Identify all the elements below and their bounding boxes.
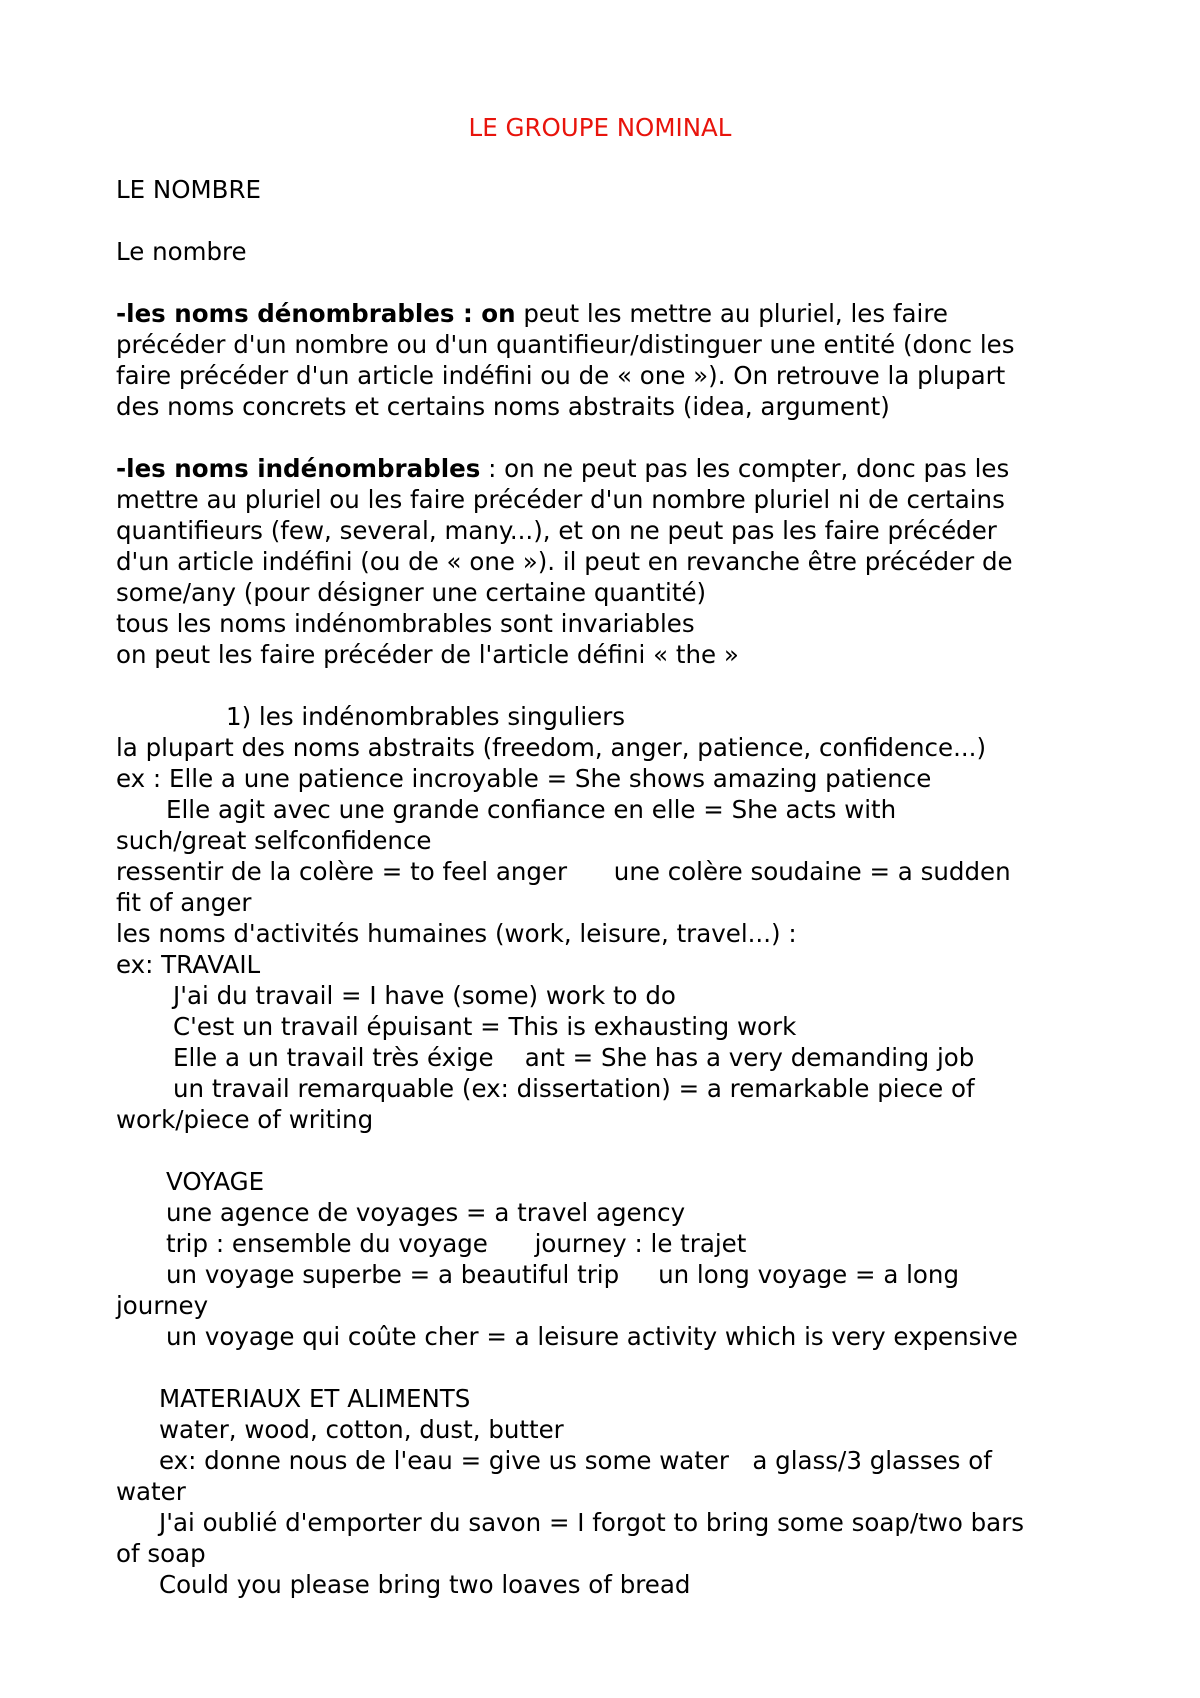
para-uncountable-line: tous les noms indénombrables sont invariables xyxy=(116,609,695,638)
subheading: Le nombre xyxy=(116,237,247,266)
body-line: water, wood, cotton, dust, butter xyxy=(159,1415,564,1444)
para-text: peut les mettre au pluriel, les faire xyxy=(515,299,948,328)
para-uncountable-line: some/any (pour désigner une certaine quantité) xyxy=(116,578,707,607)
para-uncountable-line: quantifieurs (few, several, many...), et on ne peut pas les faire précéder xyxy=(116,516,997,545)
body-line: Elle agit avec une grande confiance en elle = She acts with xyxy=(166,795,897,824)
para-uncountable-line: on peut les faire précéder de l'article défini « the » xyxy=(116,640,739,669)
body-line: ex : Elle a une patience incroyable = She shows amazing patience xyxy=(116,764,932,793)
heading-voyage: VOYAGE xyxy=(166,1167,265,1196)
body-line: un travail remarquable (ex: dissertation) = a remarkable piece of xyxy=(173,1074,975,1103)
para-countable-line: précéder d'un nombre ou d'un quantifieur/distinguer une entité (donc les xyxy=(116,330,1015,359)
section-heading: LE NOMBRE xyxy=(116,175,261,204)
body-line: un voyage superbe = a beautiful trip un long voyage = a long xyxy=(166,1260,959,1289)
document-title: LE GROUPE NOMINAL xyxy=(468,113,732,142)
term-countable: -les noms dénombrables : on xyxy=(116,299,516,328)
heading-materiaux: MATERIAUX ET ALIMENTS xyxy=(159,1384,471,1413)
body-line: Elle a un travail très éxige ant = She has a very demanding job xyxy=(173,1043,975,1072)
body-line: trip : ensemble du voyage journey : le trajet xyxy=(166,1229,747,1258)
body-line: Could you please bring two loaves of bread xyxy=(159,1570,691,1599)
para-uncountable-line: mettre au pluriel ou les faire précéder d'un nombre pluriel ni de certains xyxy=(116,485,1005,514)
body-line: les noms d'activités humaines (work, leisure, travel...) : xyxy=(116,919,797,948)
para-countable-line: des noms concrets et certains noms abstraits (idea, argument) xyxy=(116,392,890,421)
para-countable-line: faire précéder d'un article indéfini ou de « one »). On retrouve la plupart xyxy=(116,361,1006,390)
list-heading-singular: 1) les indénombrables singuliers xyxy=(226,702,626,731)
term-uncountable: -les noms indénombrables xyxy=(116,454,481,483)
body-line: J'ai du travail = I have (some) work to do xyxy=(173,981,676,1010)
para-text: : on ne peut pas les compter, donc pas les xyxy=(480,454,1010,483)
body-line: such/great selfconfidence xyxy=(116,826,432,855)
body-line: of soap xyxy=(116,1539,206,1568)
body-line: fit of anger xyxy=(116,888,252,917)
body-line: journey xyxy=(116,1291,209,1320)
body-line: ex: donne nous de l'eau = give us some water a glass/3 glasses of xyxy=(159,1446,992,1475)
body-line: un voyage qui coûte cher = a leisure activity which is very expensive xyxy=(166,1322,1018,1351)
para-uncountable-line xyxy=(116,454,1009,484)
para-uncountable-line: d'un article indéfini (ou de « one »). il peut en revanche être précéder de xyxy=(116,547,1013,576)
body-line: J'ai oublié d'emporter du savon = I forgot to bring some soap/two bars xyxy=(159,1508,1025,1537)
body-line: work/piece of writing xyxy=(116,1105,374,1134)
body-line: C'est un travail épuisant = This is exhausting work xyxy=(173,1012,797,1041)
body-line: une agence de voyages = a travel agency xyxy=(166,1198,686,1227)
body-line: ressentir de la colère = to feel anger une colère soudaine = a sudden xyxy=(116,857,1011,886)
para-countable-line xyxy=(116,299,948,329)
body-line: ex: TRAVAIL xyxy=(116,950,261,979)
body-line: la plupart des noms abstraits (freedom, anger, patience, confidence...) xyxy=(116,733,987,762)
body-line: water xyxy=(116,1477,186,1506)
